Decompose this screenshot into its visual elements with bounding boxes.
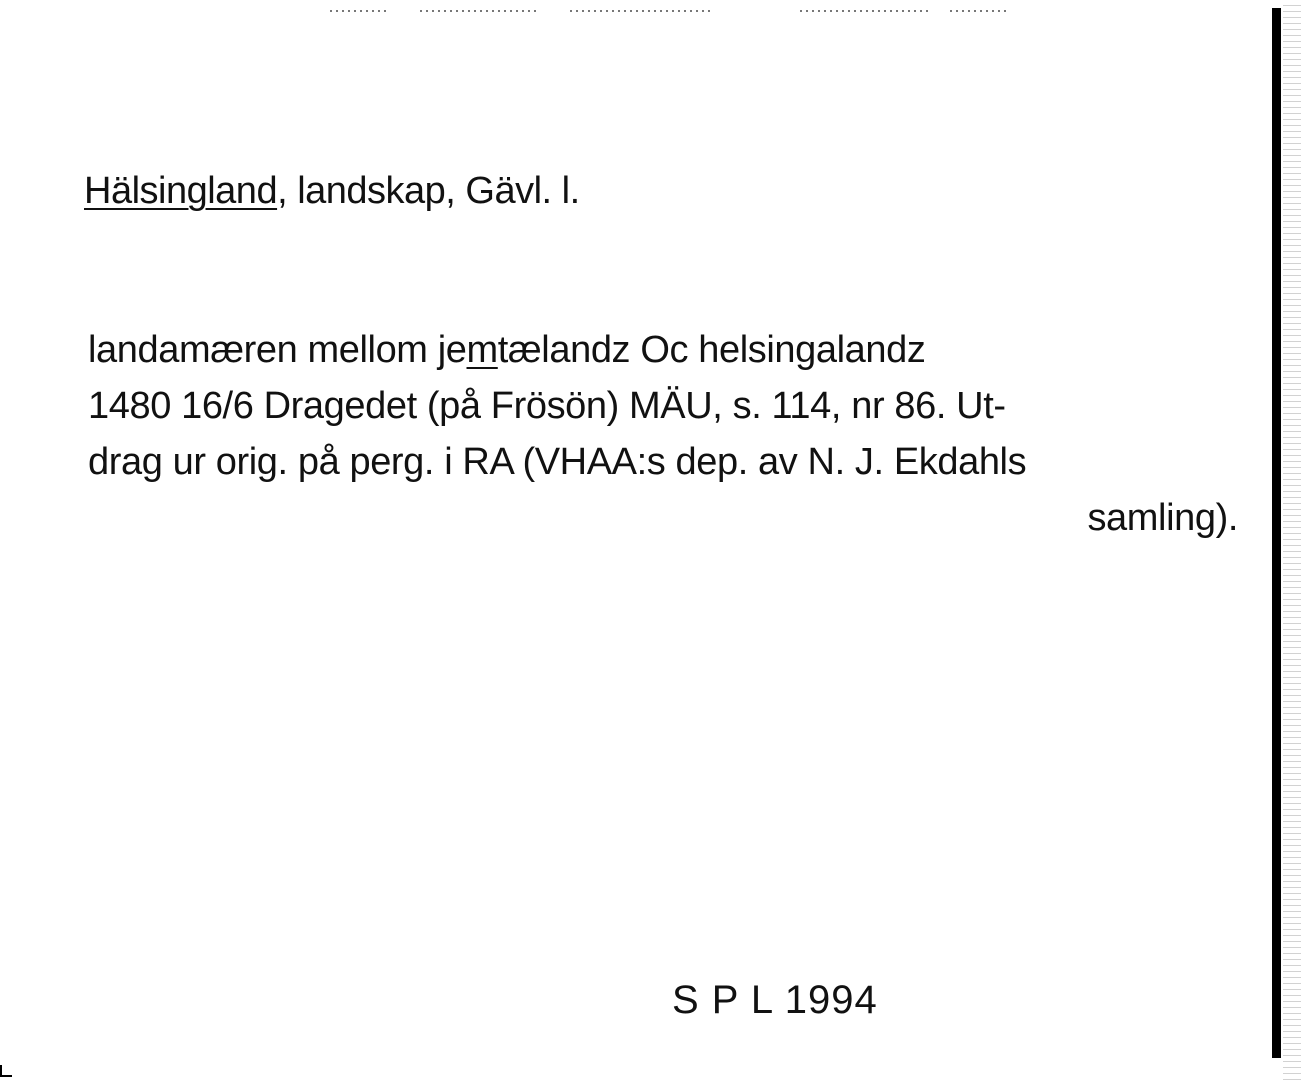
scan-edge-bar	[1272, 8, 1281, 1058]
source-line: samling).	[1087, 497, 1238, 539]
scan-speckle	[950, 10, 1010, 12]
scan-speckle	[800, 10, 930, 12]
corner-mark	[0, 1065, 12, 1077]
quote-after: tælandz Oc helsingalandz	[497, 329, 926, 371]
card-signature: S P L 1994	[672, 978, 878, 1022]
source-line: 1480 16/6 Dragedet (på Frösön) MÄU, s. 114, nr 86. Ut-	[88, 385, 1006, 427]
quote-line	[88, 322, 1238, 378]
card-heading	[84, 170, 580, 213]
scan-speckle	[570, 10, 710, 12]
heading-keyword: Hälsingland	[84, 170, 278, 212]
card-body	[88, 322, 1238, 546]
heading-rest: , landskap, Gävl. l.	[277, 170, 580, 212]
quote-underlined: m	[466, 329, 498, 371]
scan-speckle	[420, 10, 540, 12]
scan-edge-speckle	[1283, 0, 1301, 1083]
source-line: drag ur orig. på perg. i RA (VHAA:s dep. av N. J. Ekdahls	[88, 441, 1027, 483]
scan-speckle	[330, 10, 390, 12]
quote-before: landamæren mellom je	[88, 329, 467, 371]
